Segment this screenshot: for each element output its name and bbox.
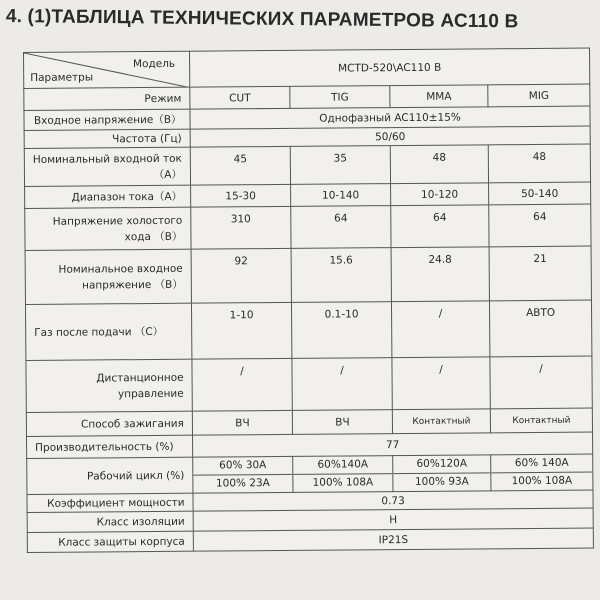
rated-input-current-mma: 48: [390, 145, 488, 184]
gas-post-flow-mig: АВТО: [489, 300, 591, 357]
no-load-voltage-label: Напряжение холостого хода （В）: [25, 207, 191, 250]
current-range-tig: 10-140: [291, 184, 391, 207]
header-row: [24, 48, 590, 88]
current-range-mig: 50-140: [489, 182, 591, 205]
technical-parameters-table: [23, 48, 594, 553]
insulation-class-label: Класс изоляции: [27, 511, 193, 532]
rated-input-current-tig: 35: [290, 146, 390, 185]
rated-input-voltage-cut: 92: [191, 248, 291, 303]
duty-cycle-mig-100: 100% 108A: [511, 474, 573, 488]
mode-tig: TIG: [290, 86, 390, 109]
duty-cycle-mma-100: 100% 93A: [414, 475, 469, 488]
gas-post-flow-mma: /: [391, 301, 489, 358]
rated-input-voltage-mma: 24.8: [391, 247, 489, 302]
mode-mig: MIG: [488, 84, 590, 107]
ignition-cut: ВЧ: [192, 410, 292, 435]
rated-input-voltage-label: Номинальное входное напряжение （В）: [25, 249, 191, 304]
no-load-voltage-row: [25, 204, 591, 250]
gas-post-flow-label: Газ после подачи （С）: [25, 303, 191, 360]
mode-mma: MMA: [390, 85, 488, 108]
duty-cycle-cut-60: 60% 30A: [193, 457, 292, 476]
input-voltage-value: Однофазный AC110±15%: [190, 106, 590, 129]
ignition-tig: ВЧ: [292, 410, 392, 435]
no-load-voltage-mma: 64: [391, 205, 489, 248]
duty-cycle-row: [27, 454, 593, 494]
duty-cycle-mig: [491, 454, 593, 491]
duty-cycle-tig-100: 100% 108A: [312, 476, 374, 489]
duty-cycle-mma-60: 60%120A: [393, 455, 490, 474]
model-value: MCTD-520\AC110 В: [189, 48, 589, 87]
ignition-label: Способ зажигания: [26, 411, 192, 436]
power-factor-label: Коэффициент мощности: [27, 493, 193, 512]
section-title: 4. (1)ТАБЛИЦА ТЕХНИЧЕСКИХ ПАРАМЕТРОВ АС110 В: [5, 6, 519, 33]
rated-input-voltage-mig: 21: [489, 246, 591, 301]
duty-cycle-cut: [193, 456, 293, 493]
duty-cycle-tig: [293, 456, 393, 493]
params-label: Параметры: [30, 71, 94, 84]
gas-post-flow-tig: 0.1-10: [291, 302, 391, 359]
header-diagonal-cell: [24, 51, 190, 88]
current-range-label: Диапазон тока（А）: [25, 185, 191, 208]
gas-post-flow-cut: 1-10: [191, 302, 291, 359]
rated-input-current-cut: 45: [190, 146, 290, 185]
current-range-mma: 10-120: [391, 183, 489, 206]
rated-input-voltage-row: [25, 246, 591, 304]
protection-class-label: Класс защиты корпуса: [27, 531, 193, 552]
gas-post-flow-row: [25, 300, 591, 360]
no-load-voltage-mig: 64: [489, 204, 591, 247]
remote-control-row: [26, 356, 592, 412]
frequency-value: 50/60: [190, 126, 590, 147]
duty-cycle-cut-100: 100% 23A: [215, 477, 270, 490]
frequency-label: Частота (Гц): [24, 129, 190, 148]
remote-control-label: Дистанционное управление: [26, 359, 192, 412]
rated-input-current-mig: 48: [488, 144, 590, 183]
mode-label: Режим: [24, 87, 190, 110]
productivity-value: 77: [193, 432, 593, 457]
duty-cycle-mma: [393, 455, 491, 492]
rated-input-current-label: Номинальный входной ток （А）: [24, 147, 190, 186]
rated-input-voltage-tig: 15.6: [291, 248, 391, 303]
no-load-voltage-tig: 64: [291, 206, 391, 249]
current-range-cut: 15-30: [191, 184, 291, 207]
remote-control-mma: /: [392, 357, 490, 410]
ignition-mig: Контактный: [490, 408, 592, 433]
protection-class-value: IP21S: [193, 528, 593, 551]
mode-cut: CUT: [190, 86, 290, 109]
remote-control-cut: /: [192, 358, 292, 411]
duty-cycle-label: Рабочий цикл (%): [27, 457, 193, 494]
rated-input-current-row: [24, 144, 590, 186]
protection-class-row: [27, 528, 593, 552]
remote-control-mig: /: [490, 356, 592, 409]
duty-cycle-tig-60: 60%140A: [293, 456, 392, 475]
insulation-class-value: H: [193, 508, 593, 531]
power-factor-value: 0.73: [193, 490, 593, 511]
no-load-voltage-cut: 310: [191, 206, 291, 249]
ignition-mma: Контактный: [392, 409, 490, 434]
input-voltage-label: Входное напряжение（В）: [24, 109, 190, 130]
model-label: Модель: [132, 57, 176, 71]
remote-control-tig: /: [292, 358, 392, 411]
productivity-label: Производительность (%): [27, 435, 193, 458]
duty-cycle-mig-60: 60% 140A: [491, 455, 592, 474]
